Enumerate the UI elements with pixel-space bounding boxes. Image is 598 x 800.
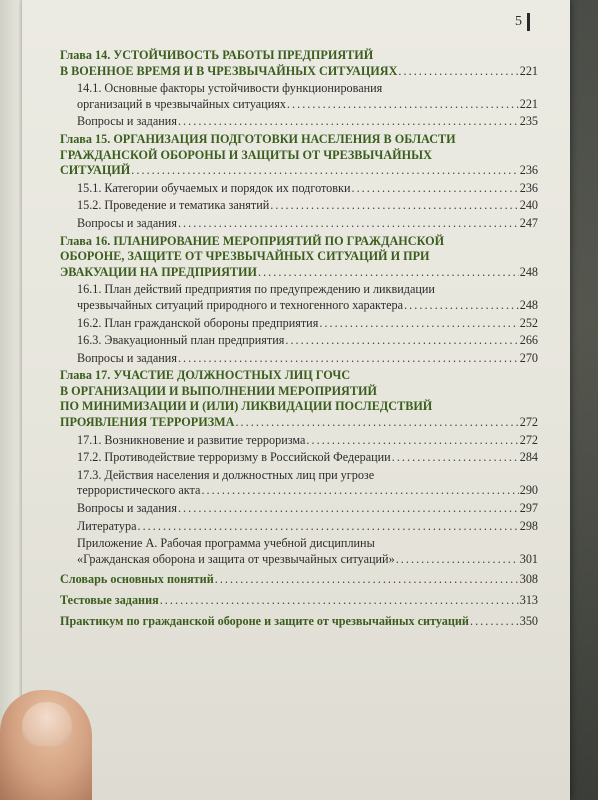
toc-section — [60, 81, 538, 112]
toc-leader-dots — [178, 216, 519, 232]
toc-line — [60, 450, 538, 466]
toc-leader-dots — [470, 614, 519, 630]
toc-chapter — [60, 368, 538, 430]
toc-leader-dots — [404, 298, 519, 314]
toc-leader-dots — [178, 351, 519, 367]
toc-section — [60, 114, 538, 130]
toc-page-number: 248 — [519, 264, 538, 279]
toc-line-text: Глава 14. УСТОЙЧИВОСТЬ РАБОТЫ ПРЕДПРИЯТИЙ — [60, 48, 374, 62]
toc-section — [60, 282, 538, 313]
toc-page-number: 290 — [519, 483, 538, 498]
toc-section — [60, 501, 538, 517]
toc-line — [60, 468, 538, 484]
toc-leader-dots — [351, 181, 518, 197]
toc-page-number: 221 — [519, 63, 538, 78]
toc-line — [60, 593, 538, 609]
toc-page-number: 236 — [519, 180, 538, 195]
toc-line-text: Глава 17. УЧАСТИЕ ДОЛЖНОСТНЫХ ЛИЦ ГОЧС — [60, 368, 351, 383]
toc-line-text: организаций в чрезвычайных ситуациях — [77, 96, 286, 111]
toc-line-text: террористического акта — [77, 483, 201, 498]
toc-line-text: ПРОЯВЛЕНИЯ ТЕРРОРИЗМА — [60, 415, 235, 430]
toc-page-number: 313 — [519, 593, 538, 607]
toc-section — [60, 536, 538, 567]
toc-line — [60, 351, 538, 367]
toc-line — [60, 572, 538, 588]
toc-line — [60, 64, 538, 80]
toc-line-text: 16.1. План действий предприятия по предупреждению и ликвидации — [77, 282, 435, 297]
toc-line-text: Глава 15. ОРГАНИЗАЦИЯ ПОДГОТОВКИ НАСЕЛЕНИЯ В ОБЛАСТИ — [60, 131, 456, 146]
toc-line — [60, 552, 538, 568]
page-number-bar — [527, 13, 530, 31]
toc-line — [60, 81, 538, 97]
toc-leader-dots — [270, 198, 518, 214]
toc-page-number: 248 — [519, 297, 538, 312]
toc-section — [60, 198, 538, 214]
toc-line — [60, 97, 538, 113]
toc-section — [60, 433, 538, 449]
toc-leader-dots — [160, 593, 519, 609]
toc-leader-dots — [319, 316, 518, 332]
toc-line-text: 15.1. Категории обучаемых и порядок их подготовки — [77, 180, 351, 195]
toc-leader-dots — [258, 265, 519, 281]
toc-top-entry — [60, 614, 538, 630]
toc-chapter — [60, 132, 538, 179]
toc-line-text: В ОРГАНИЗАЦИИ И ВЫПОЛНЕНИИ МЕРОПРИЯТИЙ — [60, 383, 377, 398]
toc-page-number: 270 — [519, 350, 538, 365]
toc-page-number: 301 — [519, 551, 538, 566]
toc-page-number: 272 — [519, 415, 538, 430]
toc-line-text: Практикум по гражданской обороне и защите от чрезвычайных ситуаций — [60, 613, 469, 628]
toc-line — [60, 181, 538, 197]
toc-leader-dots — [235, 415, 518, 431]
toc-page-number: 252 — [519, 315, 538, 330]
toc-line-text: чрезвычайных ситуаций природного и техногенного характера — [77, 297, 404, 312]
toc-line-text: Вопросы и задания — [77, 215, 177, 230]
toc-chapter — [60, 234, 538, 281]
toc-line-text: ЭВАКУАЦИИ НА ПРЕДПРИЯТИИ — [60, 264, 257, 279]
toc-line — [60, 415, 538, 431]
toc-line-text: ОБОРОНЕ, ЗАЩИТЕ ОТ ЧРЕЗВЫЧАЙНЫХ СИТУАЦИЙ И ПРИ — [60, 249, 430, 264]
toc-page-number: 236 — [519, 163, 538, 178]
toc-leader-dots — [306, 433, 518, 449]
toc-line-text: Вопросы и задания — [77, 501, 177, 516]
toc-chapter — [60, 48, 538, 79]
toc-section — [60, 216, 538, 232]
toc-line — [60, 298, 538, 314]
toc-line — [60, 316, 538, 332]
toc-line-text: 14.1. Основные факторы устойчивости функционирования — [77, 81, 383, 96]
toc-line-text: 16.3. Эвакуационный план предприятия — [77, 333, 285, 348]
toc-line — [60, 265, 538, 281]
toc-page-number: 221 — [519, 96, 538, 111]
toc-line-text: Вопросы и задания — [77, 350, 177, 365]
toc-line-text: Литература — [77, 518, 137, 533]
toc-page-number: 272 — [519, 432, 538, 447]
toc-line-text: Приложение А. Рабочая программа учебной дисциплины — [77, 536, 375, 551]
toc-page-number: 284 — [519, 450, 538, 465]
toc-line — [60, 368, 538, 384]
toc-line — [60, 234, 538, 250]
toc-leader-dots — [398, 64, 518, 80]
toc-leader-dots — [285, 333, 518, 349]
toc-line-text: ПО МИНИМИЗАЦИИ И (ИЛИ) ЛИКВИДАЦИИ ПОСЛЕДСТВИЙ — [60, 399, 433, 414]
toc-line-text: Тестовые задания — [60, 593, 159, 607]
toc-line-text: 15.2. Проведение и тематика занятий — [77, 198, 270, 213]
toc-line-text: В ВОЕННОЕ ВРЕМЯ И В ЧРЕЗВЫЧАЙНЫХ СИТУАЦИЯХ — [60, 63, 398, 78]
toc-line — [60, 501, 538, 517]
toc-line — [60, 399, 538, 415]
toc-line — [60, 216, 538, 232]
toc-section — [60, 316, 538, 332]
toc-line-text: Словарь основных понятий — [60, 572, 214, 587]
toc-leader-dots — [392, 450, 519, 466]
toc-line — [60, 333, 538, 349]
table-of-contents — [60, 48, 538, 631]
toc-page-number: 297 — [519, 501, 538, 516]
toc-line — [60, 249, 538, 265]
toc-line — [60, 198, 538, 214]
toc-page-number: 266 — [519, 333, 538, 348]
toc-line — [60, 163, 538, 179]
toc-line — [60, 433, 538, 449]
toc-section — [60, 519, 538, 535]
toc-leader-dots — [178, 501, 519, 517]
toc-line — [60, 282, 538, 298]
toc-line — [60, 48, 538, 64]
toc-leader-dots — [396, 552, 519, 568]
toc-line-text: ГРАЖДАНСКОЙ ОБОРОНЫ И ЗАЩИТЫ ОТ ЧРЕЗВЫЧАЙНЫХ — [60, 147, 432, 162]
toc-top-entry — [60, 572, 538, 588]
toc-line — [60, 614, 538, 630]
toc-page-number: 235 — [519, 114, 538, 129]
toc-line — [60, 148, 538, 164]
toc-line-text: 17.2. Противодействие терроризму в Российской Федерации — [77, 450, 391, 465]
page-number: 5 — [515, 14, 522, 29]
toc-leader-dots — [201, 483, 518, 499]
toc-section — [60, 450, 538, 466]
toc-line-text: СИТУАЦИЙ — [60, 163, 131, 178]
toc-line-text: Вопросы и задания — [77, 114, 177, 129]
toc-line-text: 16.2. План гражданской обороны предприятия — [77, 315, 319, 330]
toc-page-number: 298 — [519, 518, 538, 533]
toc-line-text: Глава 16. ПЛАНИРОВАНИЕ МЕРОПРИЯТИЙ ПО ГРАЖДАНСКОЙ — [60, 233, 445, 248]
toc-page-number: 240 — [519, 198, 538, 213]
toc-leader-dots — [137, 519, 518, 535]
toc-section — [60, 333, 538, 349]
toc-leader-dots — [215, 572, 519, 588]
toc-line — [60, 483, 538, 499]
toc-line — [60, 536, 538, 552]
toc-page-number: 308 — [519, 572, 538, 587]
toc-section — [60, 351, 538, 367]
toc-line — [60, 132, 538, 148]
toc-page-number: 350 — [519, 613, 538, 628]
fingernail — [22, 702, 72, 746]
toc-line-text: «Гражданская оборона и защита от чрезвычайных ситуаций» — [77, 551, 395, 566]
toc-top-entry — [60, 593, 538, 609]
toc-leader-dots — [131, 163, 518, 179]
toc-line — [60, 384, 538, 400]
toc-section — [60, 181, 538, 197]
toc-line-text: 17.3. Действия населения и должностных лиц при угрозе — [77, 467, 375, 482]
toc-page-number: 247 — [519, 215, 538, 230]
toc-section — [60, 468, 538, 499]
toc-line — [60, 519, 538, 535]
toc-leader-dots — [287, 97, 519, 113]
toc-line-text: 17.1. Возникновение и развитие терроризма — [77, 432, 306, 447]
toc-line — [60, 114, 538, 130]
toc-leader-dots — [178, 114, 519, 130]
